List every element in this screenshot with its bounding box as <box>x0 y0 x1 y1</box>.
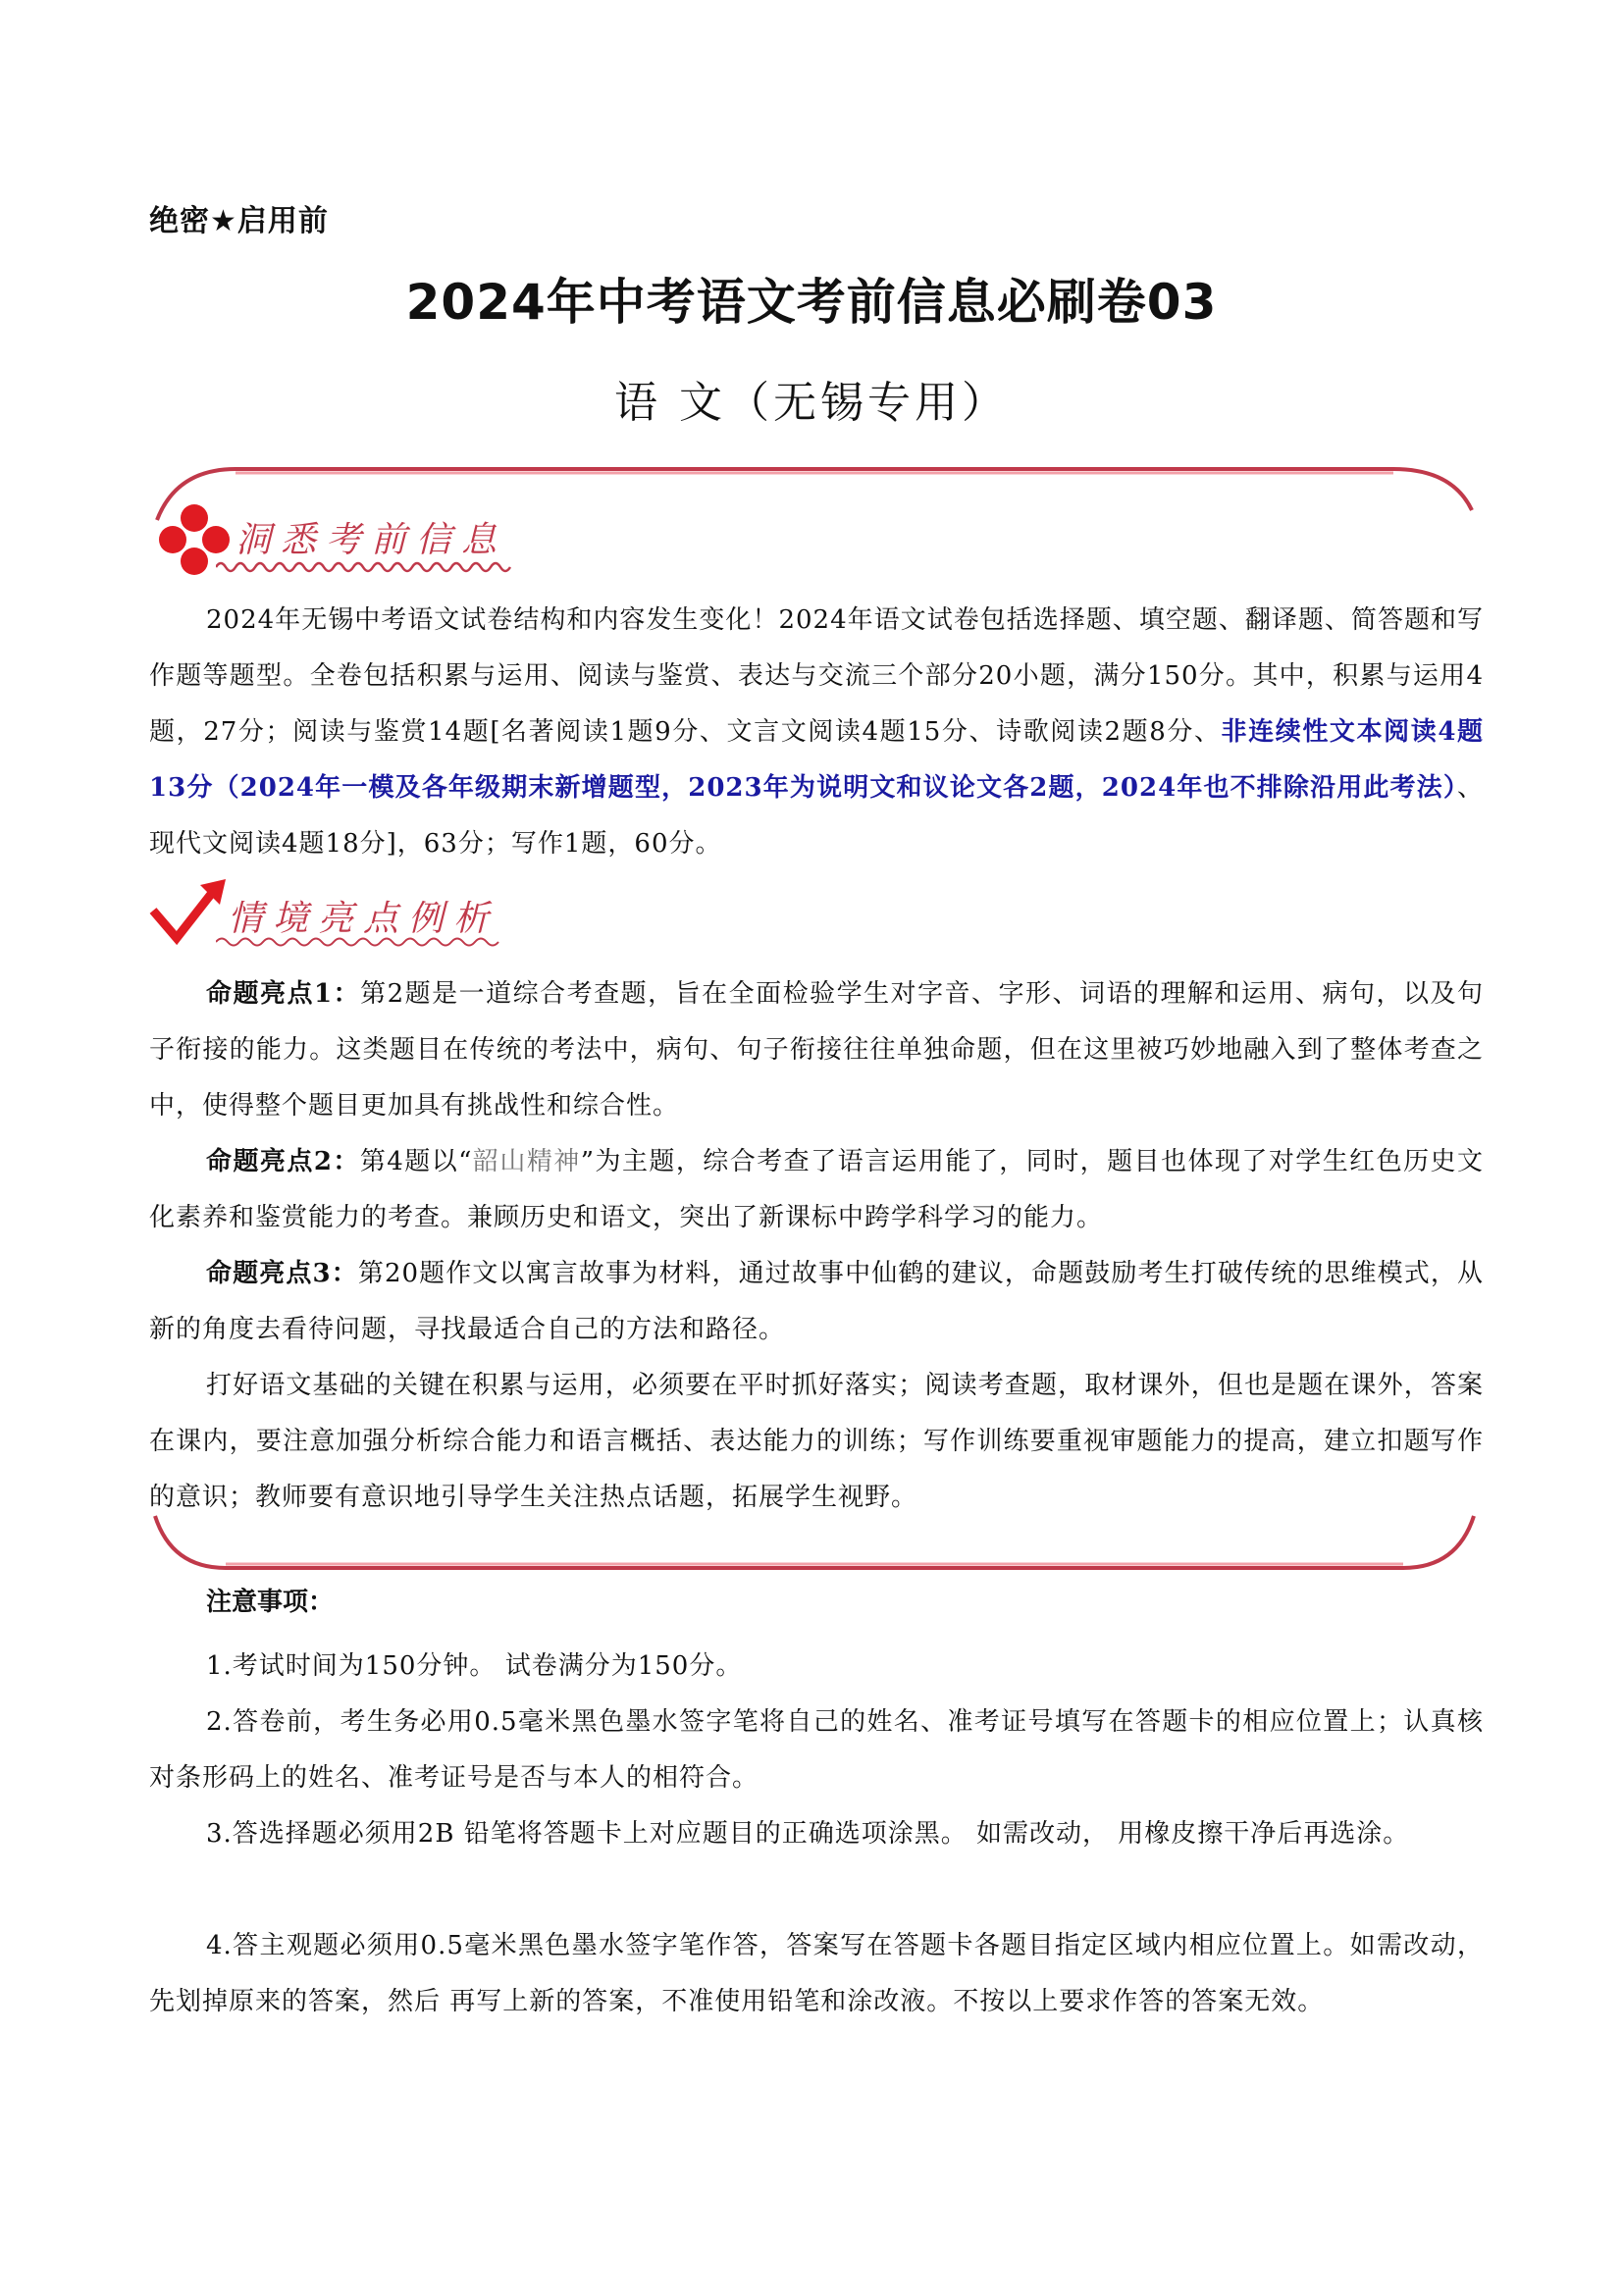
highlight-text: 第20题作文以寓言故事为材料，通过故事中仙鹤的建议，命题鼓励考生打破传统的思维模式，从新的角度去看待问题，寻找最适合自己的方法和路径。 <box>149 1259 1484 1344</box>
page-subtitle: 语 文（无锡专用） <box>614 378 1009 428</box>
notice-item: 1.考试时间为150分钟。 试卷满分为150分。 <box>206 1651 743 1681</box>
page-title: 2024年中考语文考前信息必刷卷03 <box>405 274 1218 331</box>
exam-info-highlight: 非连续性文本阅读4题13分（2024年一模及各年级期末新增题型，2023年为说明文和议论文各2题，2024年也不排除沿用此考法） <box>149 717 1485 803</box>
highlight-text: 第2题是一道综合考查题，旨在全面检验学生对字音、字形、词语的理解和运用、病句，以及句子衔接的能力。这类题目在传统的考法中，病句、句子衔接往往单独命题，但在这里被巧妙地融入到了整体考查之中，使得整个题目更加具有挑战性和综合性。 <box>149 979 1484 1121</box>
exam-info-text-end: 、现代文阅读4题18分]，63分；写作1题，60分。 <box>149 773 1484 859</box>
highlight-item-1 <box>149 966 1484 1134</box>
notice-title: 注意事项： <box>206 1588 335 1617</box>
confidential-label: 绝密★启用前 <box>149 204 329 238</box>
wavy-underline <box>216 559 520 575</box>
section-heading-info: 洞悉考前信息 <box>236 520 507 560</box>
highlight-label: 命题亮点3： <box>206 1259 358 1288</box>
highlight-item-3 <box>149 1246 1484 1358</box>
exam-info-paragraph <box>149 593 1484 872</box>
highlight-label: 命题亮点1： <box>206 979 361 1009</box>
wavy-underline <box>216 934 500 950</box>
highlight-text: 第4题以“ <box>359 1147 473 1176</box>
section-heading-highlights: 情境亮点例析 <box>228 899 499 939</box>
study-tip-paragraph: 打好语文基础的关键在积累与运用，必须要在平时抓好落实；阅读考查题，取材课外，但也是题在课外，答案在课内，要注意加强分析综合能力和语言概括、表达能力的训练；写作训练要重视审题能力的提高，建立扣题写作的意识；教师要有意识地引导学生关注热点话题，拓展学生视野。 <box>149 1371 1484 1512</box>
highlight-quote: 韶山精神 <box>472 1147 581 1176</box>
highlight-text: ”为主题，综合考查了语言运用能了，同时，题目也体现了对学生红色历史文化素养和鉴赏能力的考查。兼顾历史和语文，突出了新课标中跨学科学习的能力。 <box>149 1147 1484 1232</box>
highlight-label: 命题亮点2： <box>206 1147 360 1176</box>
notice-item: 2.答卷前，考生务必用0.5毫米黑色墨水签字笔将自己的姓名、准考证号填写在答题卡的相应位置上；认真核对条形码上的姓名、准考证号是否与本人的相符合。 <box>149 1707 1484 1793</box>
notice-item: 4.答主观题必须用0.5毫米黑色墨水签字笔作答，答案写在答题卡各题目指定区域内相应位置上。如需改动，先划掉原来的答案，然后 再写上新的答案，不准使用铅笔和涂改液。不按以上要求作答的答案无效。 <box>149 1931 1484 2016</box>
exam-info-text: 2024年无锡中考语文试卷结构和内容发生变化！2024年语文试卷包括选择题、填空题、翻译题、简答题和写作题等题型。全卷包括积累与运用、阅读与鉴赏、表达与交流三个部分20小题，满分150分。其中，积累与运用4题，27分；阅读与鉴赏14题[名著阅读1题9分、文言文阅读4题15分、诗歌阅读2题8分、 <box>149 605 1484 747</box>
notice-item: 3.答选择题必须用2B 铅笔将答题卡上对应题目的正确选项涂黑。 如需改动， 用橡皮擦干净后再选涂。 <box>206 1819 1410 1849</box>
highlight-item-2 <box>149 1134 1484 1246</box>
